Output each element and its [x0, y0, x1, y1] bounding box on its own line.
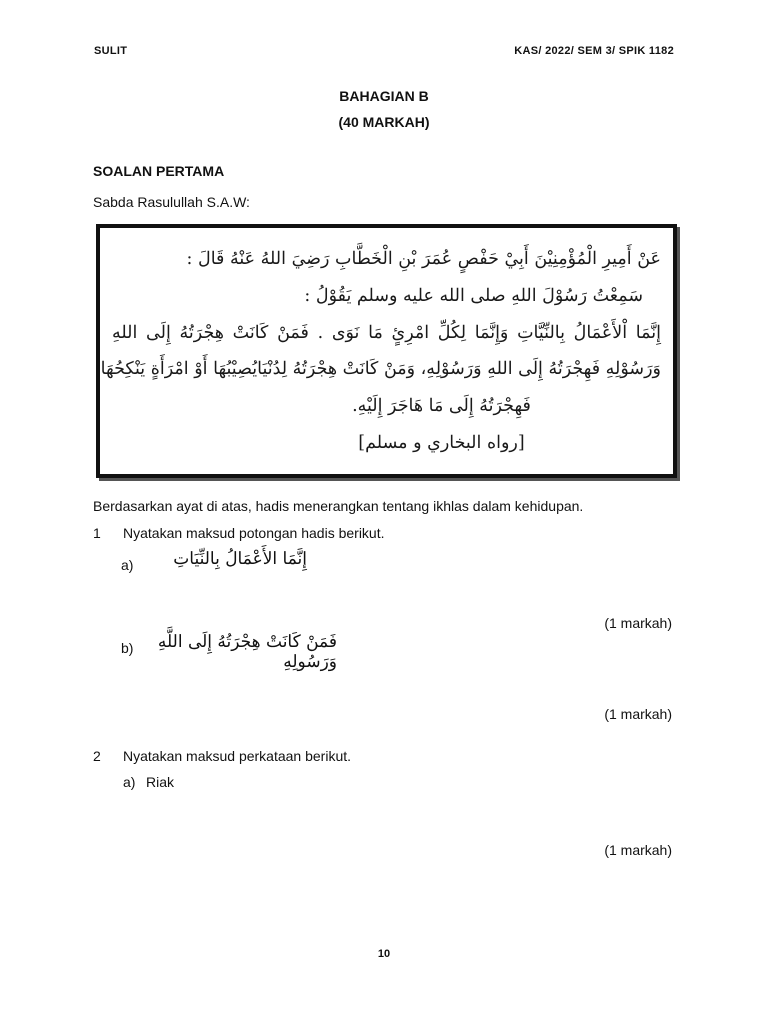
q2a-label: a) — [123, 774, 136, 790]
q1a-marks: (1 markah) — [604, 615, 672, 631]
hadith-citation: [رواه البخاري و مسلم] — [358, 433, 525, 454]
hadith-text-box — [96, 224, 677, 478]
hadith-line: سَمِعْتُ رَسُوْلَ اللهِ صلى الله عليه وسلم يَقُوْلُ : — [304, 285, 643, 306]
q1-text: Nyatakan maksud potongan hadis berikut. — [123, 525, 385, 541]
header-right: KAS/ 2022/ SEM 3/ SPIK 1182 — [514, 45, 674, 57]
hadith-line: عَنْ أَمِيرِ الْمُؤْمِنِيْنَ أَبِيْ حَفْصٍ عُمَرَ بْنِ الْخَطَّابِ رَضِيَ اللهُ عَنْهُ قَالَ : — [186, 248, 661, 269]
q2a-text: Riak — [146, 774, 175, 790]
q1-number: 1 — [93, 525, 101, 541]
hadith-line: إِنَّمَا اْلأَعْمَالُ بِالنِّيَّاتِ وَإِنَّمَا لِكُلِّ امْرِئٍ مَا نَوَى . فَمَنْ كَانَتْ هِجْرَتُهُ إِلَى اللهِ — [112, 322, 661, 343]
q2-number: 2 — [93, 748, 101, 764]
q1a-arabic: إِنَّمَا الأَعْمَالُ بِالنِّيَاتِ — [173, 549, 307, 569]
question-heading: SOALAN PERTAMA — [93, 163, 225, 179]
intro-text: Sabda Rasulullah S.A.W: — [93, 194, 250, 210]
hadith-line: فَهِجْرَتُهُ إِلَى مَا هَاجَرَ إِلَيْهِ. — [352, 396, 531, 417]
page-number: 10 — [377, 948, 391, 960]
section-title: BAHAGIAN B — [339, 88, 429, 104]
q1b-label: b) — [121, 640, 134, 656]
section-marks: (40 MARKAH) — [338, 114, 430, 130]
q1a-label: a) — [121, 557, 134, 573]
header-left: SULIT — [94, 45, 128, 57]
q1b-marks: (1 markah) — [604, 706, 672, 722]
q2-text: Nyatakan maksud perkataan berikut. — [123, 748, 352, 764]
q2a-marks: (1 markah) — [604, 842, 672, 858]
context-text: Berdasarkan ayat di atas, hadis menerangkan tentang ikhlas dalam kehidupan. — [93, 498, 584, 514]
q1b-arabic: فَمَنْ كَانَتْ هِجْرَتُهُ إِلَى اللَّهِ وَرَسُولِهِ — [157, 632, 337, 672]
hadith-line: وَرَسُوْلِهِ فَهِجْرَتُهُ إِلَى اللهِ وَرَسُوْلِهِ، وَمَنْ كَانَتْ هِجْرَتُهُ لِدُنْيَايُصِيْبُهَا أَوْ امْرَأَةٍ يَنْكِحُهَا — [100, 359, 661, 380]
